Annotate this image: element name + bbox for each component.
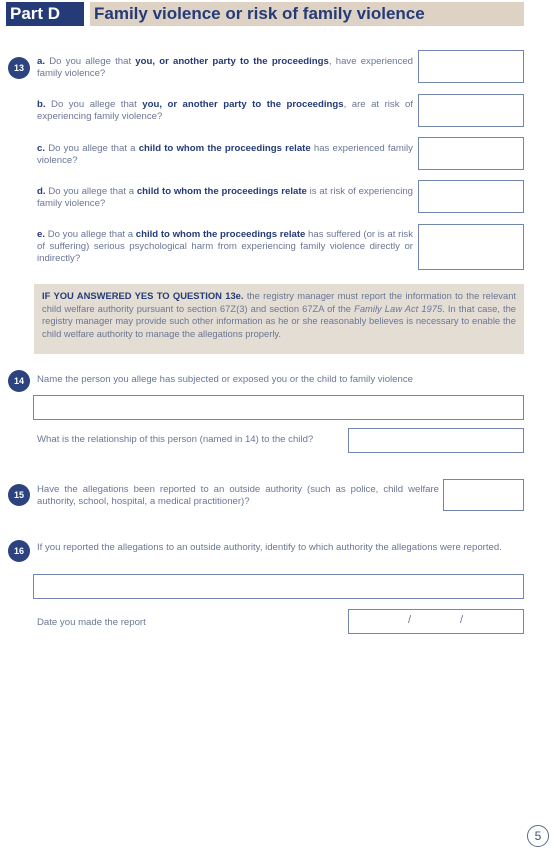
question-13b-answer-box[interactable] — [418, 94, 524, 127]
question-14-relationship-text: What is the relationship of this person (named in 14) to the child? — [37, 434, 314, 445]
question-14-text: Name the person you allege has subjected or exposed you or the child to family violence — [37, 374, 413, 385]
question-13e-text: e. Do you allege that a child to whom the proceedings relate has suffered (or is at risk of suffering) serious psychological harm from experiencing family violence directly or indirectly? — [37, 229, 413, 264]
question-16-authority-field[interactable] — [33, 574, 524, 599]
question-15-answer-box[interactable] — [443, 479, 524, 511]
question-14-name-field[interactable] — [33, 395, 524, 420]
question-13d-text: d. Do you allege that a child to whom the proceedings relate is at risk of experiencing family violence? — [37, 186, 413, 209]
part-label: Part D — [6, 2, 84, 26]
question-16-date-field[interactable] — [348, 609, 524, 634]
question-16-text: If you reported the allegations to an outside authority, identify to which authority the allegations were reported. — [37, 542, 502, 553]
question-14-relationship-field[interactable] — [348, 428, 524, 453]
question-14-number: 14 — [8, 370, 30, 392]
question-16-date-label: Date you made the report — [37, 617, 146, 628]
date-separator-2: / — [460, 614, 464, 626]
question-13a-answer-box[interactable] — [418, 50, 524, 83]
question-13b-text: b. Do you allege that you, or another party to the proceedings, are at risk of experiencing family violence? — [37, 99, 413, 122]
question-16-number: 16 — [8, 540, 30, 562]
question-13c-text: c. Do you allege that a child to whom the proceedings relate has experienced family violence? — [37, 143, 413, 166]
part-header — [6, 2, 524, 26]
question-15-number: 15 — [8, 484, 30, 506]
page-number: 5 — [527, 825, 549, 847]
question-13-number: 13 — [8, 57, 30, 79]
question-13e-answer-box[interactable] — [418, 224, 524, 270]
question-13d-answer-box[interactable] — [418, 180, 524, 213]
question-13c-answer-box[interactable] — [418, 137, 524, 170]
part-title: Family violence or risk of family violence — [90, 2, 524, 26]
notice-box: IF YOU ANSWERED YES TO QUESTION 13e. the registry manager must report the information to the relevant child welfare authority pursuant to section 67Z(3) and section 67ZA of the Family Law Act 1975. In that case, the registry manager may provide such other information as he or she reasonably believes is necessary to enable the child welfare authority to manage the allegations properly. — [34, 284, 524, 354]
date-separator-1: / — [408, 614, 412, 626]
question-13a-text: a. Do you allege that you, or another party to the proceedings, have experienced family violence? — [37, 56, 413, 79]
question-15-text: Have the allegations been reported to an outside authority (such as police, child welfare authority, school, hospital, a medical practitioner)? — [37, 484, 439, 507]
